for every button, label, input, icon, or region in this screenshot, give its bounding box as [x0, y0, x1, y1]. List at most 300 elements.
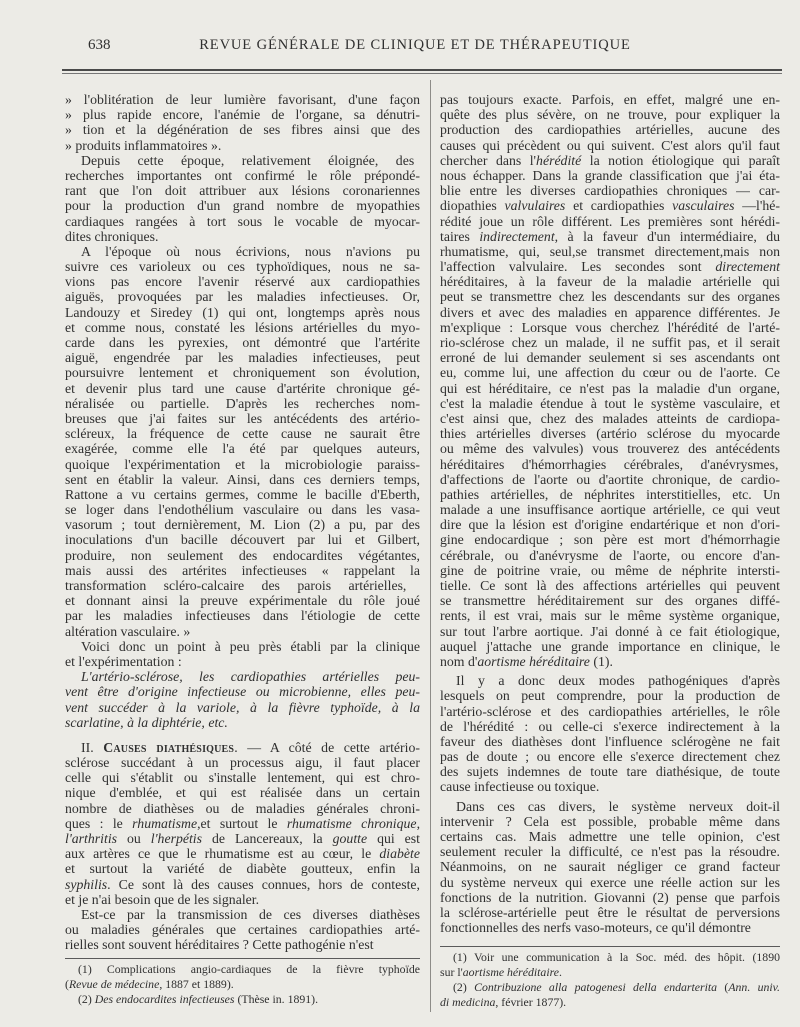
line-text: et l'expérimentation :: [65, 653, 182, 669]
paragraph: [65, 153, 420, 244]
text-run: II.: [81, 739, 104, 755]
journal-running-title: REVUE GÉNÉRALE DE CLINIQUE ET DE THÉRAPEUTIQUE: [199, 37, 631, 53]
line-text: A l'époque où nous écrivions, nous n'avions pu: [81, 243, 420, 259]
line-text: [440, 259, 780, 274]
line-text: [65, 816, 420, 831]
line-text: ou maladies générales que certaines cardiopathies arté-: [65, 922, 420, 938]
line-text: fonctions de la nutrition. Giovanni (2) pense que parfois: [440, 889, 780, 905]
line-text: carde dans les pyrexies, ont démontré que l'artérite: [65, 335, 420, 350]
line-text: breuses que j'ai faites sur les antécédents des artério-: [65, 410, 420, 426]
text-line: [440, 859, 780, 874]
line-text: d'affections de l'aorte ou d'aortite chronique, de cardio-: [440, 471, 780, 487]
text-line: [440, 274, 780, 289]
line-text: aiguës, provoquées par les maladies infectieuses. Or,: [65, 289, 420, 305]
text-line: [65, 487, 420, 502]
line-text: Est-ce par la transmission de ces diverses diathèses: [81, 906, 420, 922]
line-text: [78, 992, 318, 1007]
text-line: [440, 734, 780, 749]
italic-text-run: Contribuzione alla patogenesi della endarterita: [474, 980, 718, 994]
text-line: [440, 548, 780, 563]
text-line: [65, 138, 420, 153]
line-text: héréditaires d'hémorrhagies cérébrales, d'anévrysmes,: [440, 456, 779, 472]
line-text: gine de poitrine vraie, ou même de néphrite intersti-: [440, 562, 780, 578]
line-text: néralisée ou partielle. D'après les recherches nom-: [65, 395, 420, 411]
line-text: rio-sclérose chez un malade, il ne suffit pas, et il serait: [440, 335, 780, 350]
text-line: [440, 654, 780, 669]
text-line: [65, 92, 420, 107]
line-text: rant que l'on doit attribuer aux lésions coronariennes: [65, 183, 420, 199]
line-text: [65, 700, 420, 715]
italic-text-run: goutte: [332, 831, 368, 846]
text-line: [440, 920, 780, 935]
text-run: de Lancereaux, la: [202, 831, 333, 846]
text-line: [440, 673, 780, 688]
text-line: [440, 229, 780, 244]
line-text: malade a une insuffisance aortique artérielle, ce qui veut: [440, 502, 780, 518]
text-line: [440, 704, 780, 719]
line-text: dire que la lésion est d'origine endartérique et non d'ori-: [440, 517, 780, 533]
italic-text-run: l'arthritis: [65, 831, 118, 846]
line-text: inoculations d'un bacille découvert par lui et Gilbert,: [65, 532, 420, 548]
line-text: vions pas encore l'avenir réservé aux cardiopathies: [65, 274, 420, 290]
text-line: [440, 335, 780, 350]
text-line: [65, 608, 420, 623]
line-text: [65, 831, 420, 846]
line-text: nous échapper. Dans la grande classification que j'ai éta-: [440, 167, 780, 183]
italic-text-run: rhumatisme: [132, 815, 198, 831]
line-text: Il y a donc deux modes pathogéniques d'après: [456, 673, 780, 689]
text-line: [440, 719, 780, 734]
text-run: —l'hé-: [734, 198, 780, 214]
line-text: pas toujours exacte. Parfois, en effet, malgré une en-: [440, 92, 780, 107]
text-line: [440, 411, 780, 426]
text-line: [440, 814, 780, 829]
text-line: [65, 472, 420, 487]
line-text: pathies artérielles, de néphrites interstitielles, etc. Un: [440, 486, 780, 502]
line-text: rents, il est vrai, mais sur le même système organique,: [440, 608, 780, 624]
text-line: [440, 214, 780, 229]
text-line: [65, 740, 420, 755]
paragraph: [65, 639, 420, 669]
text-line: [65, 654, 420, 669]
text-line: [65, 937, 420, 952]
line-text: nique d'emblée, et qui est réalisée dans un certain: [65, 785, 420, 801]
line-text: blie entre les diverses cardiopathies chroniques — car-: [440, 183, 780, 199]
line-text: pas de doute ; ou encore elle s'exerce directement chez: [440, 749, 780, 765]
text-line: [65, 846, 420, 861]
paragraph: [440, 799, 780, 936]
text-run: . — A côté de cette artério-: [234, 739, 420, 755]
footnote: [440, 950, 780, 980]
line-text: (1) Voir une communication à la Soc. méd. des hôpit. (1890: [453, 950, 780, 964]
text-line: [440, 320, 780, 335]
section-heading: Causes diathésiques: [103, 739, 235, 755]
text-line: [65, 168, 420, 183]
line-text: peut se transmettre chez les descendants sur des organes: [440, 289, 780, 305]
text-line: [65, 289, 420, 304]
line-text: celle qui s'établit ou s'installe lentement, qui est chro-: [65, 770, 420, 786]
right-footnotes: [440, 950, 780, 1010]
text-line: [65, 502, 420, 517]
text-line: [440, 779, 780, 794]
text-run: ou: [117, 831, 151, 846]
text-line: [65, 785, 420, 800]
italic-text-run: vent succéder à la variole, à la fièvre typhoïde, à la: [65, 699, 420, 715]
text-run: chercher dans l': [440, 152, 537, 168]
paragraph: [440, 673, 780, 795]
text-line: [440, 844, 780, 859]
text-line: [65, 183, 420, 198]
text-line: [440, 563, 780, 578]
line-text: mais aussi des artérites infectieuses « rappelant la: [65, 562, 420, 578]
text-line: [65, 274, 420, 289]
article-section: [65, 92, 420, 730]
line-text: sclérose succédant à un processus aigu, il faut placer: [65, 755, 420, 771]
line-text: [440, 965, 562, 980]
footnote: [65, 962, 420, 992]
line-text: et surtout la variété de diabète goutteux, enfin la: [65, 861, 420, 877]
text-line: [65, 517, 420, 532]
text-line: [65, 861, 420, 876]
text-line: [440, 441, 780, 456]
text-run: . Ce sont là des causes connues, hors de conteste,: [107, 876, 420, 892]
text-line: [440, 426, 780, 441]
text-line: [440, 905, 780, 920]
text-line: [65, 122, 420, 137]
text-line: [65, 563, 420, 578]
line-text: aiguë, engendrée par les maladies infectieuses, peut: [65, 350, 420, 366]
italic-text-run: di medicina: [440, 995, 496, 1009]
text-line: [440, 381, 780, 396]
line-text: certains cas. Mais admettre une telle opinion, c'est: [440, 829, 780, 844]
line-text: c'est la maladie étendue à tout le système vasculaire, et: [440, 395, 780, 411]
text-line: [440, 829, 780, 844]
line-text: » plus rapide encore, l'anémie de l'organe, sa dénutri-: [65, 107, 420, 123]
text-line: [440, 624, 780, 639]
line-text: sur tout l'arbre aortique. J'ai donné à ce fait étiologique,: [440, 623, 780, 639]
line-text: [81, 740, 420, 755]
text-line: [65, 214, 420, 229]
line-text: et comme nous, constaté les lésions artérielles du myo-: [65, 319, 420, 335]
line-text: cause infectieuse ou toxique.: [440, 779, 600, 795]
text-line: [440, 244, 780, 259]
line-text: Néanmoins, on ne saurait négliger ce grand facteur: [440, 859, 780, 875]
line-text: » produits inflammatoires ».: [65, 137, 222, 153]
text-run: ques : le: [65, 815, 133, 831]
header-rule: [62, 69, 782, 74]
text-line: [65, 962, 420, 977]
text-run: , 1887 et 1889).: [159, 977, 234, 991]
line-text: [65, 977, 234, 992]
paragraph: [65, 740, 420, 907]
line-text: l'artério-sclérose et des cardiopathies artérielles, le rôle: [440, 703, 780, 719]
line-text: du système nerveux qui exerce une réelle action sur les: [440, 874, 780, 890]
line-text: qui est héréditaire, ce n'est pas la maladie d'un organe,: [440, 380, 780, 396]
line-text: » tion et la dégénération de ses fibres ainsi que des: [65, 122, 420, 138]
line-text: et devenir plus tard une cause d'artérite chronique gé-: [65, 380, 420, 396]
line-text: [65, 715, 228, 730]
right-text-column: [440, 92, 780, 935]
line-text: c'est ainsi que, chez des malades atteints de cardiopa-: [440, 410, 780, 426]
italic-text-run: L'artério-sclérose, les cardiopathies artérielles peu-: [81, 669, 420, 685]
text-line: [65, 259, 420, 274]
line-text: [81, 669, 420, 684]
text-line: [65, 669, 420, 684]
italic-text-run: directement: [715, 259, 780, 275]
text-line: [440, 875, 780, 890]
line-text: des sujets indemnes de toute tare diathésique, de toute: [440, 764, 780, 780]
text-line: [65, 457, 420, 472]
text-line: [65, 244, 420, 259]
column-divider: [430, 80, 431, 1012]
text-line: [65, 684, 420, 699]
text-run: .: [559, 965, 562, 979]
text-line: [65, 816, 420, 831]
line-text: [440, 198, 780, 213]
line-text: Depuis cette époque, relativement éloignée, des: [81, 152, 415, 168]
text-line: [65, 365, 420, 380]
text-run: aux artères ce que le rhumatisme est au cœur, le: [65, 846, 380, 862]
line-text: scléreux, la fréquence de cette cause ne saurait être: [65, 426, 420, 442]
article-section: [440, 92, 780, 935]
text-line: [65, 700, 420, 715]
text-line: [65, 411, 420, 426]
text-run: qui est: [367, 831, 421, 846]
italic-text-run: Des endocardites infectieuses: [94, 992, 235, 1006]
line-text: cardiaques rangées à tort sous le vocable de myocar-: [65, 213, 420, 229]
text-line: [440, 965, 780, 980]
text-line: [65, 624, 420, 639]
line-text: se loger dans l'endothélium vasculaire ou dans les vasa-: [65, 502, 420, 518]
italic-text-run: valvulaires: [504, 198, 566, 214]
text-line: [440, 396, 780, 411]
line-text: intervenir ? Cela est possible, probable même dans: [440, 813, 780, 829]
text-line: [65, 198, 420, 213]
text-line: [440, 578, 780, 593]
line-text: poursuivre lentement et chroniquement son évolution,: [65, 365, 420, 381]
footnote-rule-right: [440, 946, 780, 947]
text-line: [65, 593, 420, 608]
line-text: Landouzy et Siredey (1) qui ont, longtemps après nous: [65, 304, 420, 320]
line-text: pour la production d'un grand nombre de myopathies: [65, 198, 420, 214]
text-run: (1).: [589, 653, 613, 669]
text-line: [440, 749, 780, 764]
line-text: altération vasculaire. »: [65, 623, 191, 639]
line-text: fonctionnelles des nerfs vaso-moteurs, ce qu'il démontre: [440, 920, 751, 936]
text-line: [440, 153, 780, 168]
text-run: et cardiopathies: [565, 198, 673, 214]
footnote: [440, 980, 780, 1010]
article-section: [65, 740, 420, 953]
line-text: suivre ces varioleux ou ces typhoïdiques, nous ne sa-: [65, 259, 420, 275]
line-text: gine endocardique ; son père est mort d'hémorrhagie: [440, 532, 780, 548]
text-run: l'affection valvulaire. Les secondes sont: [440, 259, 716, 275]
text-line: [65, 229, 420, 244]
text-line: [65, 153, 420, 168]
text-run: taires: [440, 228, 480, 244]
line-text: et donnant ainsi la preuve expérimentale du rôle joué: [65, 593, 420, 609]
line-text: seulement reculer la difficulté, ce n'est pas la résoudre.: [440, 844, 780, 860]
line-text: et je n'ai besoin que de les signaler.: [65, 891, 260, 907]
line-text: recherches importantes ont confirmé le rôle prépondé-: [65, 167, 420, 183]
line-text: (1) Complications angio-cardiaques de la fièvre typhoïde: [78, 962, 420, 976]
italic-text-run: hérédité: [536, 152, 582, 168]
text-run: (2): [78, 992, 95, 1006]
text-line: [440, 138, 780, 153]
text-line: [440, 517, 780, 532]
line-text: quoique l'expérimentation et la microbiologie paraiss-: [65, 456, 420, 472]
text-line: [65, 922, 420, 937]
text-line: [440, 183, 780, 198]
text-line: [65, 892, 420, 907]
line-text: produire, non seulement des endocardites végétantes,: [65, 547, 420, 563]
text-line: [440, 472, 780, 487]
text-run: nom d': [440, 653, 478, 669]
text-run: diopathies: [440, 198, 505, 214]
line-text: nombre de diathèses ou de maladies générales chroni-: [65, 800, 420, 816]
line-text: [440, 229, 780, 244]
italic-text-run: diabète: [379, 846, 420, 862]
text-line: [440, 995, 780, 1010]
italic-text-run: Ann. univ.: [728, 980, 780, 994]
line-text: de l'hérédité : ou celle-ci s'exerce indirectement à la: [440, 718, 780, 734]
footnote-rule-left: [65, 958, 420, 959]
text-line: [440, 890, 780, 905]
line-text: [440, 654, 613, 669]
text-line: [65, 715, 420, 730]
text-line: [65, 548, 420, 563]
line-text: tielle. Ce sont là des affections artérielles qui peuvent: [440, 578, 780, 593]
line-text: » l'oblitération de leur lumière favorisant, d'une façon: [65, 92, 420, 107]
line-text: héréditaires, à la faveur de la maladie artérielle qui: [440, 274, 780, 290]
italic-text-run: syphilis: [65, 876, 108, 892]
italic-text-run: Revue de médecine: [68, 977, 160, 991]
line-text: se transmettre héréditairement sur des organes diffé-: [440, 593, 780, 609]
line-text: la sclérose-artérielle peut être le résultat de perversions: [440, 904, 780, 920]
text-line: [440, 365, 780, 380]
line-text: faveur des diathèses dont l'influence sclérogène ne fait: [440, 733, 780, 749]
text-line: [440, 107, 780, 122]
text-line: [65, 532, 420, 547]
text-run: (: [717, 980, 729, 994]
text-line: [440, 799, 780, 814]
text-line: [440, 198, 780, 213]
text-run: la notion étiologique qui paraît: [581, 152, 780, 168]
text-line: [440, 168, 780, 183]
text-line: [65, 639, 420, 654]
line-text: Rattone a vu certains germes, comme le bacille d'Eberth,: [65, 486, 420, 502]
text-line: [440, 593, 780, 608]
text-run: , à la faveur d'un intermédiaire, du: [554, 228, 780, 244]
line-text: [65, 877, 420, 892]
line-text: ou même des valvules) vous trouverez des antécédents: [440, 441, 780, 457]
italic-text-run: indirectement: [479, 228, 555, 244]
line-text: transformation scléro-calcaire des parois artérielles,: [65, 578, 407, 593]
line-text: m'explique : Lorsque vous cherchez l'hérédité de l'arté-: [440, 319, 780, 335]
text-run: (Thèse in. 1891).: [234, 992, 319, 1006]
text-line: [440, 502, 780, 517]
line-text: [65, 846, 420, 861]
line-text: dites chroniques.: [65, 228, 159, 244]
text-run: , février 1877).: [495, 995, 567, 1009]
line-text: rédité joue un rôle différent. Les premières sont hérédi-: [440, 213, 780, 229]
text-line: [440, 764, 780, 779]
line-text: [440, 153, 780, 168]
paragraph: [65, 907, 420, 953]
paragraph: [65, 244, 420, 639]
text-line: [65, 381, 420, 396]
text-line: [65, 335, 420, 350]
line-text: cérébrale, ou d'anévrysme de l'aorte, ou encore d'an-: [440, 547, 780, 563]
text-line: [65, 426, 420, 441]
text-line: [65, 320, 420, 335]
footnote: [65, 992, 420, 1007]
italic-text-run: aortisme héréditaire: [462, 965, 559, 979]
text-line: [65, 801, 420, 816]
line-text: par les maladies infectieuses dans l'étiologie de cette: [65, 608, 420, 624]
text-line: [65, 755, 420, 770]
italic-text-run: vasculaires: [672, 198, 735, 214]
text-line: [65, 396, 420, 411]
line-text: erroné de lui demander seulement si ses ascendants ont: [440, 350, 780, 366]
italic-text-run: rhumatisme chronique: [286, 815, 417, 831]
text-line: [65, 578, 420, 593]
text-line: [440, 92, 780, 107]
italic-text-run: l'herpétis: [150, 831, 202, 846]
line-text: sent en établir la valeur. Ainsi, dans ces derniers temps,: [65, 471, 420, 487]
paragraph: [65, 669, 420, 730]
line-text: [65, 684, 420, 699]
text-line: [65, 305, 420, 320]
text-line: [65, 877, 420, 892]
line-text: lesquels on peut comprendre, pour la production de: [440, 688, 780, 704]
left-text-column: [65, 92, 420, 953]
left-footnotes: [65, 962, 420, 1007]
line-text: production des cardiopathies artérielles, aucune des: [440, 122, 780, 138]
line-text: quête des plus sévère, on ne trouve, pour expliquer la: [440, 107, 780, 123]
line-text: Voici donc un point à peu près établi par la clinique: [81, 638, 420, 654]
italic-text-run: vent être d'origine infectieuse ou microbienne, elles peu-: [65, 684, 420, 700]
line-text: rhumatisme, qui, seul,se transmet directement,mais non: [440, 243, 780, 259]
line-text: [440, 995, 566, 1010]
paragraph: [440, 92, 780, 669]
text-line: [65, 977, 420, 992]
text-run: ,et surtout le: [197, 815, 287, 831]
line-text: Dans ces cas divers, le système nerveux doit-il: [456, 798, 780, 814]
text-line: [65, 770, 420, 785]
line-text: rielles sont souvent héréditaires ? Cette pathogénie n'est: [65, 937, 374, 953]
text-line: [440, 608, 780, 623]
text-run: (: [65, 977, 69, 991]
text-line: [65, 350, 420, 365]
text-line: [440, 639, 780, 654]
text-line: [65, 992, 420, 1007]
line-text: [453, 980, 780, 995]
page-number: 638: [88, 37, 111, 53]
line-text: eu, comme lui, une affection du cœur ou de l'aorte. Ce: [440, 365, 780, 381]
text-run: ,: [416, 815, 421, 831]
italic-text-run: scarlatine, à la diphtérie, etc.: [65, 714, 228, 730]
line-text: vasorum ; tout dernièrement, M. Lion (2) a pu, par des: [65, 517, 420, 533]
text-line: [65, 907, 420, 922]
paragraph: [65, 92, 420, 153]
text-line: [440, 688, 780, 703]
text-line: [440, 532, 780, 547]
line-text: causes qui précèdent ou qui suivent. C'est alors qu'il faut: [440, 137, 780, 153]
italic-text-run: aortisme héréditaire: [477, 653, 590, 669]
text-line: [440, 122, 780, 137]
text-line: [440, 457, 780, 472]
